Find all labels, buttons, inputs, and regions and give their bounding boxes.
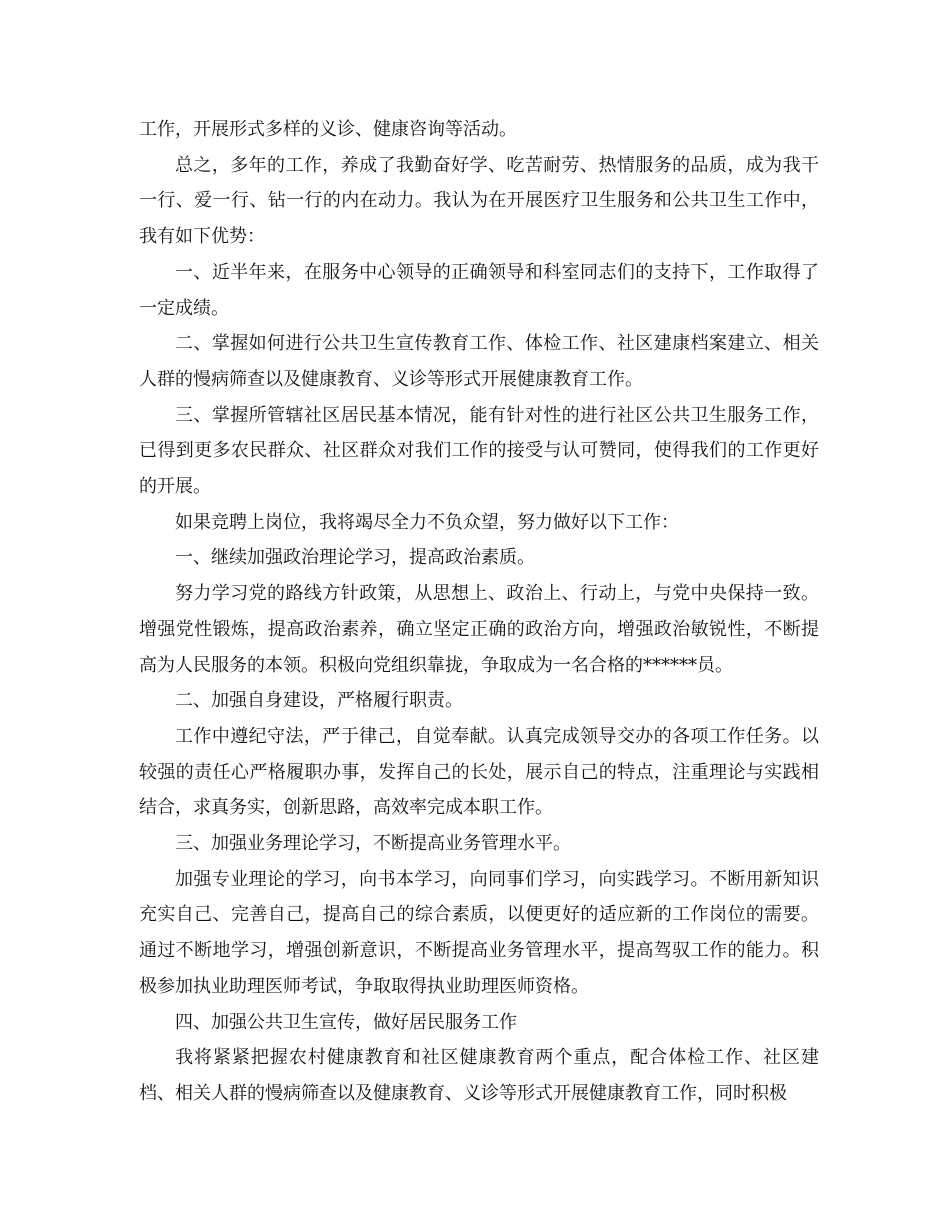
heading-plan-4: 四、加强公共卫生宣传，做好居民服务工作 xyxy=(175,1011,517,1033)
paragraph-advantage-3: 三、掌握所管辖社区居民基本情况，能有针对性的进行社区公共卫生服务工作，已得到更多农民群众、社区群众对我们工作的接受与认可赞同，使得我们的工作更好的开展。 xyxy=(139,404,819,498)
paragraph-plan-1: 努力学习党的路线方针政策，从思想上、政治上、行动上，与党中央保持一致。增强党性锻炼，提高政治素养，确立坚定正确的政治方向，增强政治敏锐性，不断提高为人民服务的本领。积极向党组织靠拢，争取成为一名合格的******员。 xyxy=(139,583,819,676)
paragraph-advantage-2: 二、掌握如何进行公共卫生宣传教育工作、体检工作、社区建康档案建立、相关人群的慢病筛查以及健康教育、义诊等形式开展健康教育工作。 xyxy=(139,333,819,390)
paragraph-continuation: 工作，开展形式多样的义诊、健康咨询等活动。 xyxy=(139,119,517,140)
paragraph-plan-3: 加强专业理论的学习，向书本学习，向同事们学习，向实践学习。不断用新知识充实自己、完善自己，提高自己的综合素质，以便更好的适应新的工作岗位的需要。通过不断地学习，增强创新意识，不断提高业务管理水平，提高驾驭工作的能力。积极参加执业助理医师考试，争取取得执业助理医师资格。 xyxy=(139,868,819,997)
paragraph-advantage-1: 一、近半年来，在服务中心领导的正确领导和科室同志们的支持下，工作取得了一定成绩。 xyxy=(139,261,819,319)
heading-plan-1: 一、继续加强政治理论学习，提高政治素质。 xyxy=(175,547,535,569)
paragraph-summary: 总之，多年的工作，养成了我勤奋好学、吃苦耐劳、热情服务的品质，成为我干一行、爱一行、钻一行的内在动力。我认为在开展医疗卫生服务和公共卫生工作中，我有如下优势： xyxy=(139,154,819,248)
paragraph-plan-intro: 如果竞聘上岗位，我将竭尽全力不负众望，努力做好以下工作： xyxy=(175,511,679,533)
heading-plan-3: 三、加强业务理论学习，不断提高业务管理水平。 xyxy=(175,833,571,855)
paragraph-plan-2: 工作中遵纪守法，严于律己，自觉奉献。认真完成领导交办的各项工作任务。以较强的责任心严格履职办事，发挥自己的长处，展示自己的特点，注重理论与实践相结合，求真务实，创新思路，高效率完成本职工作。 xyxy=(139,725,819,819)
heading-plan-2: 二、加强自身建设，严格履行职责。 xyxy=(175,690,463,712)
paragraph-plan-4: 我将紧紧把握农村健康教育和社区健康教育两个重点，配合体检工作、社区建档、相关人群的慢病筛查以及健康教育、义诊等形式开展健康教育工作，同时积极 xyxy=(139,1047,819,1104)
document-body xyxy=(139,112,819,1112)
